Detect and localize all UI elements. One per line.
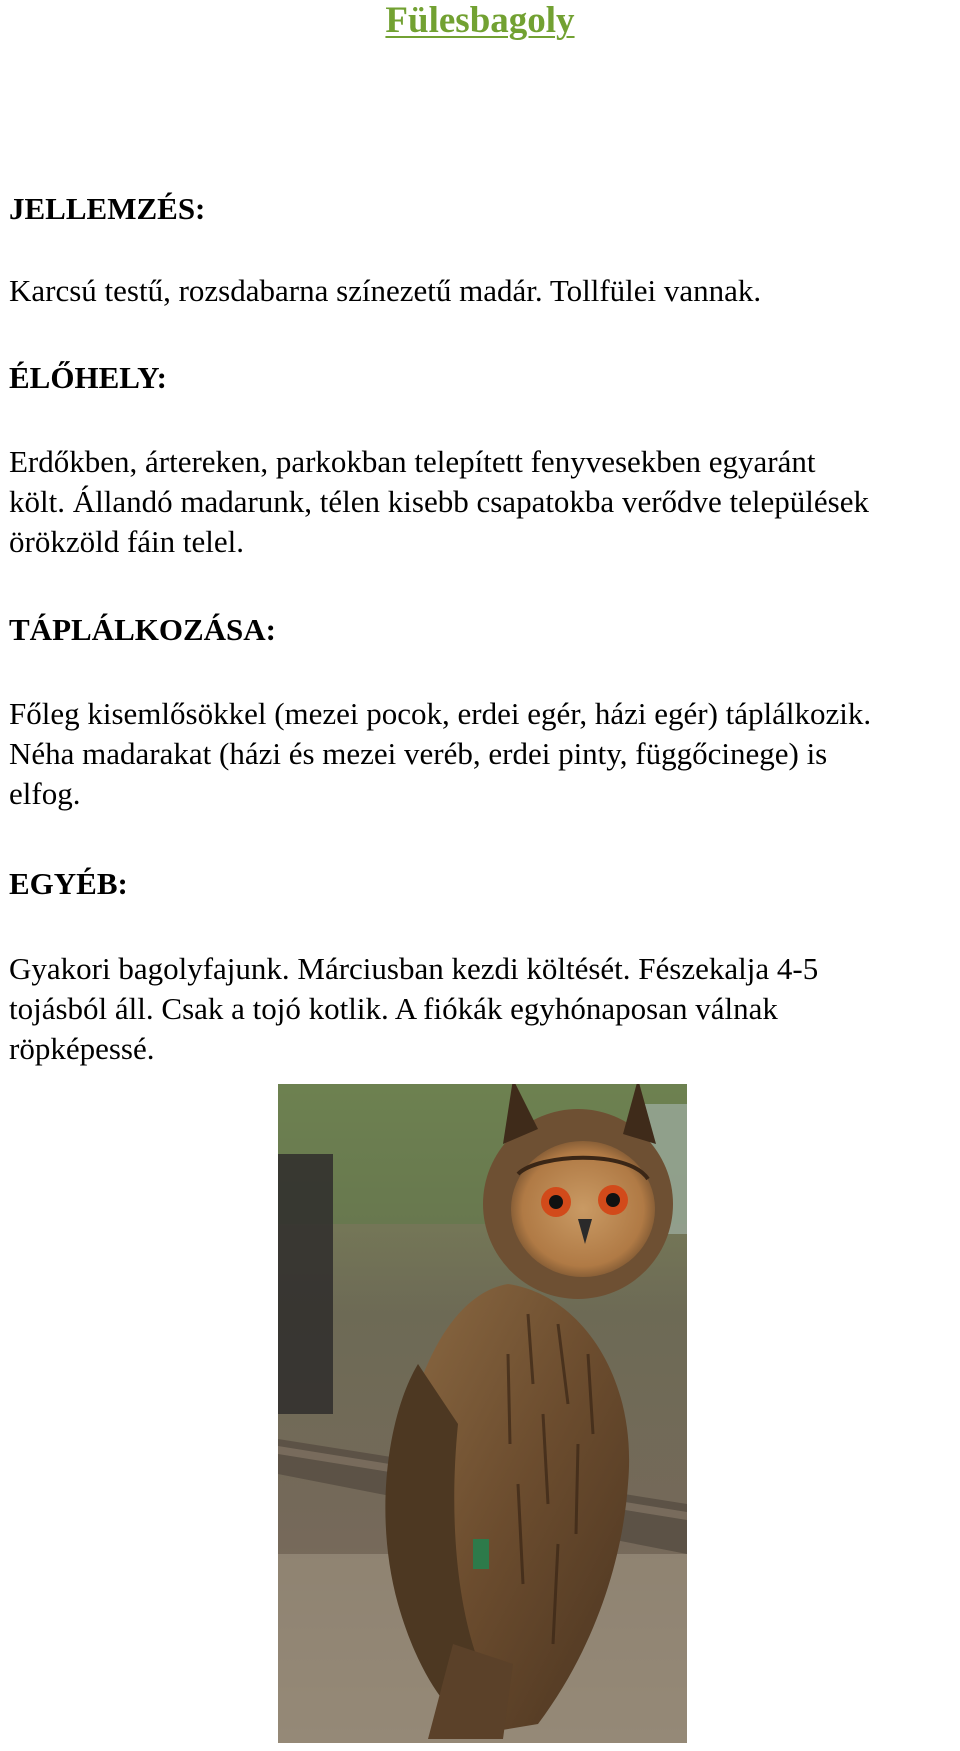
person-silhouette [278,1154,333,1414]
paragraph-line: Karcsú testű, rozsdabarna színezetű madár. Tollfülei vannak. [9,273,762,308]
paragraph-line: Erdőkben, ártereken, parkokban telepített fenyvesekben egyaránt [9,444,816,479]
paragraph-line: Gyakori bagolyfajunk. Márciusban kezdi költését. Fészekalja 4-5 [9,951,819,986]
paragraph-line: elfog. [9,776,81,811]
pupil-left [549,1195,563,1209]
heading-elohely: ÉLŐHELY: [9,360,167,395]
paragraph-line: költ. Állandó madarunk, télen kisebb csapatokba verődve települések [9,484,869,519]
leg-tag [473,1539,489,1569]
owl-illustration [278,1084,687,1743]
paragraph-elohely [9,442,959,562]
pupil-right [606,1193,620,1207]
owl-photo [278,1084,687,1743]
paragraph-line: tojásból áll. Csak a tojó kotlik. A fiókák egyhónaposan válnak [9,991,778,1026]
paragraph-line: örökzöld fáin telel. [9,524,244,559]
paragraph-taplalkozasa [9,694,959,814]
paragraph-line: röpképessé. [9,1031,155,1066]
heading-egyeb: EGYÉB: [9,866,128,901]
paragraph-jellemzes [9,271,959,311]
heading-taplalkozasa: TÁPLÁLKOZÁSA: [9,612,276,647]
page-title: Fülesbagoly [385,0,575,41]
paragraph-line: Néha madarakat (házi és mezei veréb, erdei pinty, függőcinege) is [9,736,828,771]
paragraph-line: Főleg kisemlősökkel (mezei pocok, erdei egér, házi egér) táplálkozik. [9,696,872,731]
heading-jellemzes: JELLEMZÉS: [9,191,206,226]
paragraph-egyeb [9,949,959,1069]
facial-disc [511,1141,655,1277]
